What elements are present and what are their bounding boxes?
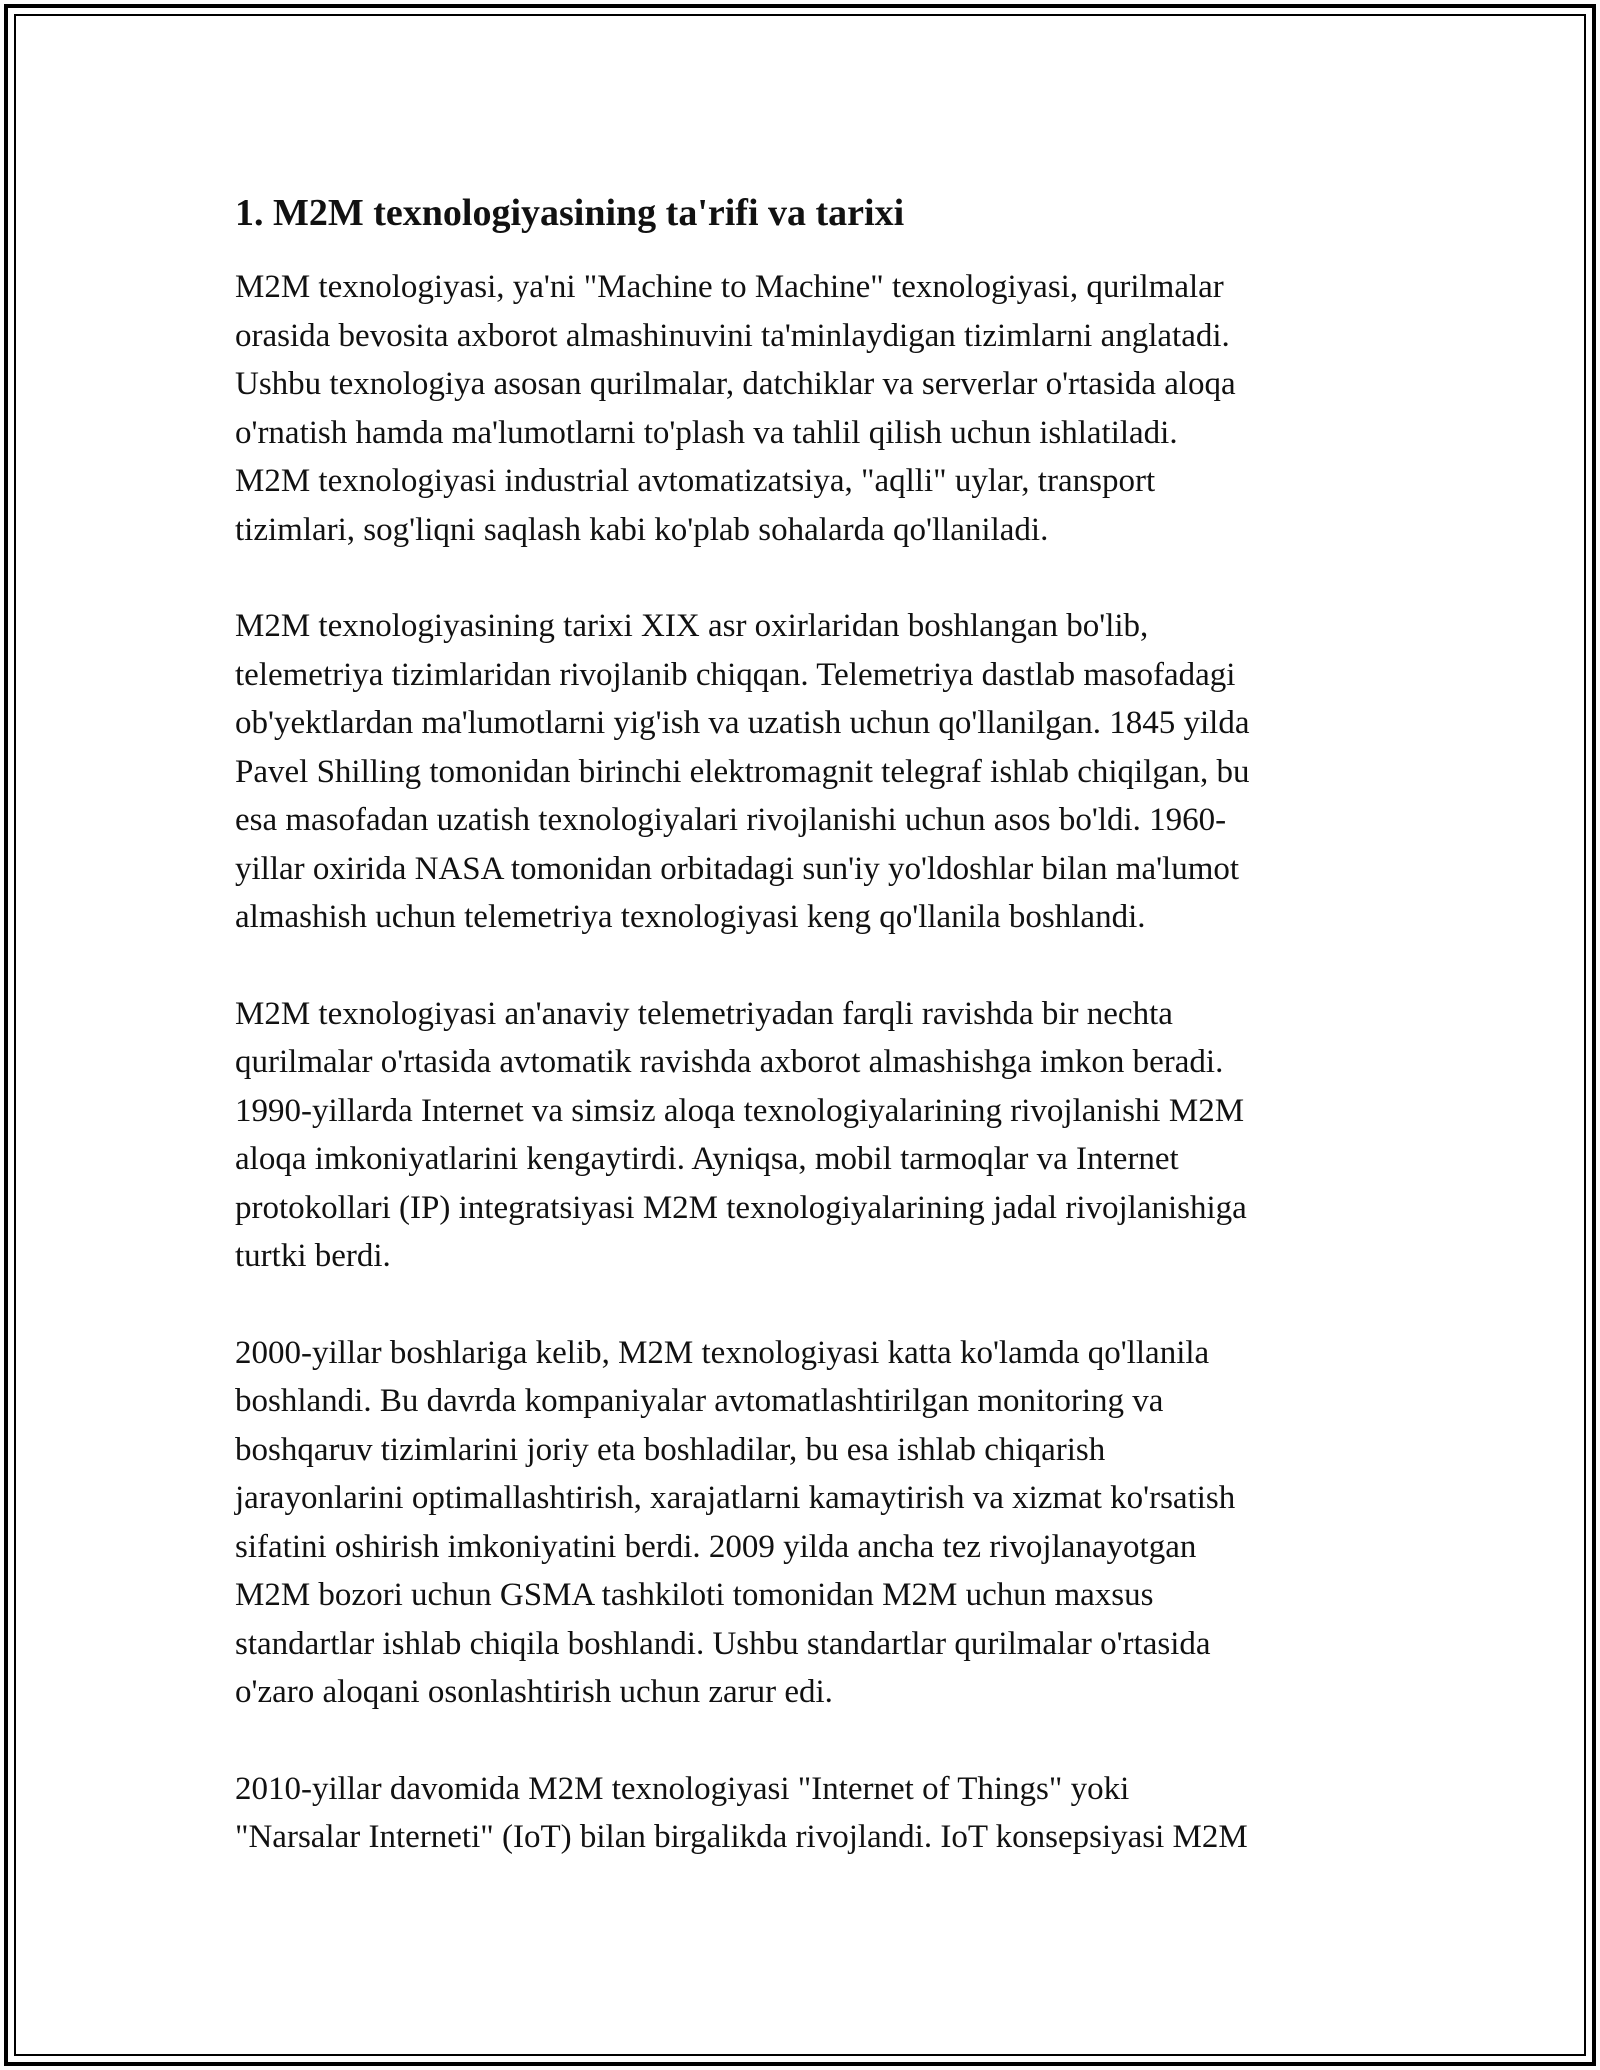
section-heading: 1. M2M texnologiyasining ta'rifi va tarixi <box>235 192 905 234</box>
text-line: orasida bevosita axborot almashinuvini ta'minlaydigan tizimlarni anglatadi. <box>235 317 1230 354</box>
text-line: turtki berdi. <box>235 1238 391 1274</box>
text-line: 2010-yillar davomida M2M texnologiyasi "Internet of Things" yoki <box>235 1770 1130 1807</box>
text-line: Ushbu texnologiya asosan qurilmalar, datchiklar va serverlar o'rtasida aloqa <box>235 366 1236 402</box>
document-body <box>235 185 1385 1910</box>
text-line: "Narsalar Interneti" (IoT) bilan birgalikda rivojlandi. IoT konsepsiyasi M2M <box>235 1819 1248 1855</box>
text-line: telemetriya tizimlaridan rivojlanib chiqqan. Telemetriya dastlab masofadagi <box>235 656 1236 693</box>
text-line: M2M texnologiyasi industrial avtomatizatsiya, "aqlli" uylar, transport <box>235 463 1156 499</box>
text-line: jarayonlarini optimallashtirish, xarajatlarni kamaytirish va xizmat ko'rsatish <box>235 1480 1236 1516</box>
paragraph-history-telemetry <box>235 602 1385 942</box>
text-line: esa masofadan uzatish texnologiyalari rivojlanishi uchun asos bo'ldi. 1960- <box>235 802 1227 838</box>
text-line: ob'yektlardan ma'lumotlarni yig'ish va uzatish uchun qo'llanilgan. 1845 yilda <box>235 705 1250 741</box>
text-line: 2000-yillar boshlariga kelib, M2M texnologiyasi katta ko'lamda qo'llanila <box>235 1334 1210 1371</box>
text-line: boshlandi. Bu davrda kompaniyalar avtomatlashtirilgan monitoring va <box>235 1383 1164 1419</box>
text-line: M2M texnologiyasi, ya'ni "Machine to Machine" texnologiyasi, qurilmalar <box>235 269 1224 305</box>
text-line: protokollari (IP) integratsiyasi M2M texnologiyalarining jadal rivojlanishiga <box>235 1189 1247 1226</box>
paragraph-2000s <box>235 1329 1385 1717</box>
paragraph-2010s <box>235 1765 1385 1862</box>
text-line: o'zaro aloqani osonlashtirish uchun zarur edi. <box>235 1674 833 1710</box>
paragraph-definition <box>235 263 1385 554</box>
text-line: M2M texnologiyasi an'anaviy telemetriyadan farqli ravishda bir nechta <box>235 995 1173 1032</box>
text-line: boshqaruv tizimlarini joriy eta boshladilar, bu esa ishlab chiqarish <box>235 1431 1106 1468</box>
text-line: 1990-yillarda Internet va simsiz aloqa texnologiyalarining rivojlanishi M2M <box>235 1092 1245 1129</box>
text-line: sifatini oshirish imkoniyatini berdi. 2009 yilda ancha tez rivojlanayotgan <box>235 1528 1197 1565</box>
text-line: standartlar ishlab chiqila boshlandi. Ushbu standartlar qurilmalar o'rtasida <box>235 1625 1211 1662</box>
text-line: yillar oxirida NASA tomonidan orbitadagi sun'iy yo'ldoshlar bilan ma'lumot <box>235 850 1240 887</box>
text-line: Pavel Shilling tomonidan birinchi elektromagnit telegraf ishlab chiqilgan, bu <box>235 753 1250 790</box>
text-line: M2M bozori uchun GSMA tashkiloti tomonidan M2M uchun maxsus <box>235 1577 1154 1613</box>
text-line: M2M texnologiyasining tarixi XIX asr oxirlaridan boshlangan bo'lib, <box>235 608 1149 644</box>
paragraph-1990s <box>235 990 1385 1281</box>
text-line: tizimlari, sog'liqni saqlash kabi ko'plab sohalarda qo'llaniladi. <box>235 511 1049 548</box>
text-line: o'rnatish hamda ma'lumotlarni to'plash va tahlil qilish uchun ishlatiladi. <box>235 414 1178 451</box>
text-line: aloqa imkoniyatlarini kengaytirdi. Ayniqsa, mobil tarmoqlar va Internet <box>235 1141 1179 1177</box>
text-line: qurilmalar o'rtasida avtomatik ravishda axborot almashishga imkon beradi. <box>235 1044 1224 1080</box>
text-line: almashish uchun telemetriya texnologiyasi keng qo'llanila boshlandi. <box>235 899 1146 935</box>
